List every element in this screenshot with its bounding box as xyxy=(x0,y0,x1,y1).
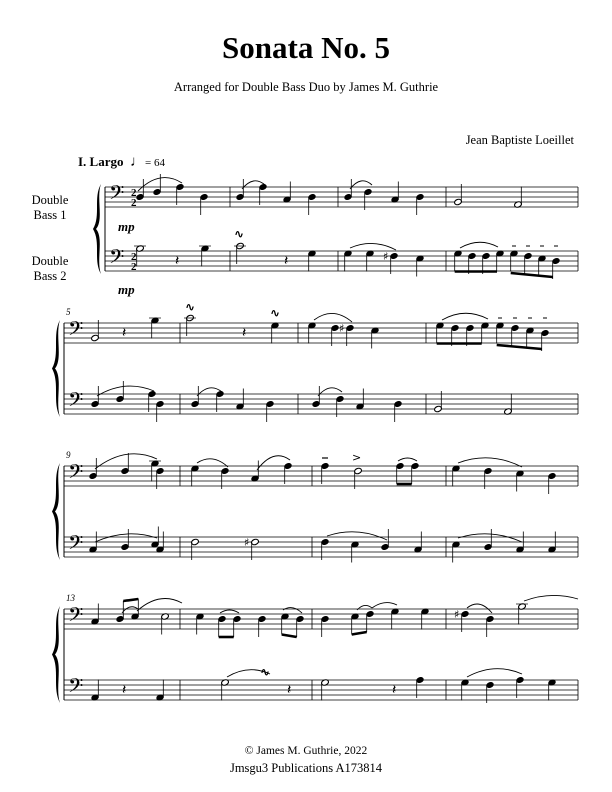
slur xyxy=(467,669,522,677)
staff xyxy=(64,609,578,629)
brace xyxy=(52,320,60,417)
quarter-note xyxy=(89,458,98,480)
beam xyxy=(511,273,553,277)
metronome-value: = 64 xyxy=(145,157,165,169)
sharp-icon: ♯ xyxy=(244,536,250,549)
slur xyxy=(122,607,138,613)
bass-clef-icon: 𝄢 xyxy=(68,674,84,702)
sharp-icon: ♯ xyxy=(383,250,389,263)
beam xyxy=(282,635,297,638)
quarter-note xyxy=(258,615,267,637)
quarter-note xyxy=(136,179,145,201)
quarter-note xyxy=(344,179,353,201)
quarter-note xyxy=(153,174,162,196)
quarter-note xyxy=(121,453,130,475)
bass-clef-icon: 𝄢 xyxy=(68,531,84,559)
staff xyxy=(64,537,578,557)
dynamic-mp-bass-2: mp xyxy=(118,282,135,297)
quarter-note xyxy=(191,386,200,408)
publisher-catalog: Jmsgu3 Publications A173814 xyxy=(229,761,383,775)
ornament-icon: ∿ xyxy=(260,665,271,679)
slur xyxy=(460,242,498,248)
bass-clef-icon: 𝄢 xyxy=(68,603,84,631)
instrument-label-bass-2: Double Bass 2 xyxy=(31,254,69,283)
measure-number: 9 xyxy=(66,450,71,460)
quarter-rest-icon: 𝄽 xyxy=(392,682,397,698)
staff xyxy=(64,466,578,486)
quarter-note xyxy=(541,329,550,351)
beam xyxy=(497,345,542,349)
slur xyxy=(458,534,522,542)
quarter-note xyxy=(484,529,493,551)
quarter-note xyxy=(236,179,245,201)
slur xyxy=(220,610,239,613)
instrument-label-bass-1: Double Bass 1 xyxy=(31,193,69,222)
beam xyxy=(123,599,138,601)
composer-name: Jean Baptiste Loeillet xyxy=(465,133,574,147)
brace xyxy=(52,606,60,703)
slur xyxy=(442,313,488,320)
quarter-rest-icon: 𝄽 xyxy=(122,325,127,341)
ornament-icon: ∿ xyxy=(270,306,281,320)
time-sig-denominator: 2 xyxy=(131,261,137,273)
brace xyxy=(52,463,60,560)
quarter-rest-icon: 𝄽 xyxy=(175,253,180,269)
bass-clef-icon: 𝄢 xyxy=(109,181,125,209)
slur xyxy=(372,603,397,608)
time-sig-denominator: 2 xyxy=(131,197,137,209)
arrangement-subtitle: Arranged for Double Bass Duo by James M. Guthrie xyxy=(173,80,439,94)
slur xyxy=(283,608,302,613)
copyright-notice: © James M. Guthrie, 2022 xyxy=(244,745,368,757)
bass-clef-icon: 𝄢 xyxy=(109,245,125,273)
slur xyxy=(467,604,492,613)
measure-number: 5 xyxy=(66,307,71,317)
beam xyxy=(352,632,367,635)
slur xyxy=(95,454,157,469)
slur xyxy=(398,458,417,461)
quarter-note xyxy=(486,615,495,637)
quarter-note-icon: ♩ xyxy=(130,154,145,170)
half-note xyxy=(244,536,259,560)
slur xyxy=(95,534,157,542)
slur xyxy=(350,181,372,189)
quarter-rest-icon: 𝄽 xyxy=(284,253,289,269)
quarter-note xyxy=(266,400,275,422)
quarter-note xyxy=(156,400,165,422)
movement-label: I. Largo xyxy=(78,154,124,169)
quarter-note xyxy=(200,193,209,215)
ornament-icon: ∿ xyxy=(185,300,196,314)
time-sig-numerator-lower: 2 xyxy=(131,251,137,263)
slur xyxy=(458,458,522,467)
page-title: Sonata No. 5 xyxy=(222,30,390,65)
quarter-note xyxy=(454,608,469,632)
quarter-note xyxy=(233,615,242,637)
quarter-note xyxy=(121,529,130,551)
slur xyxy=(314,313,352,322)
measure-number: 13 xyxy=(66,593,75,603)
slur xyxy=(524,595,578,601)
sharp-icon: ♯ xyxy=(454,608,460,621)
time-sig-numerator: 2 xyxy=(131,187,137,199)
quarter-note xyxy=(339,322,354,346)
quarter-note xyxy=(116,381,125,403)
dynamic-mp-bass-1: mp xyxy=(118,219,135,234)
bass-clef-icon: 𝄢 xyxy=(68,460,84,488)
quarter-note xyxy=(552,257,561,279)
quarter-note xyxy=(383,250,398,274)
bass-clef-icon: 𝄢 xyxy=(68,317,84,345)
slur xyxy=(97,386,154,396)
quarter-note xyxy=(312,386,321,408)
quarter-rest-icon: 𝄽 xyxy=(242,325,247,341)
bass-clef-icon: 𝄢 xyxy=(68,388,84,416)
quarter-rest-icon: 𝄽 xyxy=(287,682,292,698)
quarter-note xyxy=(218,615,227,637)
accent-icon: > xyxy=(352,451,362,464)
ornament-icon: ∿ xyxy=(234,227,245,241)
quarter-rest-icon: 𝄽 xyxy=(122,682,127,698)
quarter-note xyxy=(394,400,403,422)
staff xyxy=(64,394,578,414)
quarter-note xyxy=(321,615,330,637)
brace xyxy=(93,184,101,274)
quarter-note xyxy=(308,193,317,215)
sharp-icon: ♯ xyxy=(339,322,345,335)
quarter-note xyxy=(381,529,390,551)
slur xyxy=(318,388,342,396)
staff xyxy=(105,187,578,207)
quarter-note xyxy=(416,193,425,215)
slur xyxy=(327,532,387,540)
slur xyxy=(350,243,396,250)
quarter-note xyxy=(91,386,100,408)
quarter-note xyxy=(548,472,557,494)
quarter-note xyxy=(296,615,305,637)
